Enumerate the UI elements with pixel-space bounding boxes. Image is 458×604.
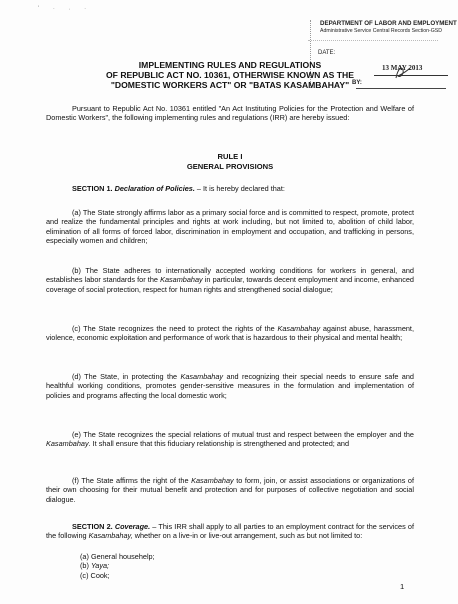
policy-f-kasambahay: Kasambahay (191, 476, 234, 485)
section-1-heading (46, 184, 414, 193)
policy-f-text-1: The State affirms the right of the (81, 476, 192, 485)
policy-e-kasambahay: Kasambahay (46, 439, 89, 449)
policy-d-text-2: and recognizing their special needs to ensure safe and healthful working conditions, promotes gender-sensitive measures in the formulation and implementation of policies and programs affecting the local domestic work; (46, 372, 414, 400)
document-title-line-2: OF REPUBLIC ACT NO. 10361, OTHERWISE KNOWN AS THE (106, 70, 354, 80)
policy-c-text-1: The State recognizes the need to protect the rights of the (83, 324, 278, 333)
intro-text: Pursuant to Republic Act No. 10361 entitled "An Act Instituting Policies for the Protection and Welfare of Domestic Workers", the following implementing rules and regulations (IRR) are hereby issued: (46, 104, 414, 123)
coverage-item (80, 571, 155, 580)
rule-name: GENERAL PROVISIONS (186, 162, 274, 171)
section-2-title: Coverage. (114, 522, 151, 531)
stamp-department: DEPARTMENT OF LABOR AND EMPLOYMENT (320, 20, 457, 27)
section-2-label: SECTION 2. (72, 522, 113, 531)
policy-a (46, 208, 414, 246)
policy-a-prefix: (a) (72, 208, 81, 217)
section-1-label: SECTION 1. (72, 184, 113, 193)
section-2-text-2: whether on a live-in or live-out arrangement, such as but not limited to: (132, 531, 363, 541)
stamp-by-label: BY: (352, 80, 362, 86)
coverage-item (80, 561, 155, 570)
policy-d-kasambahay: Kasambahay (180, 372, 224, 381)
policy-c (46, 324, 414, 343)
policy-b (46, 266, 414, 294)
scan-specks: ' · ˒ · (38, 6, 93, 12)
policy-f-prefix: (f) (72, 476, 79, 485)
policy-c-kasambahay: Kasambahay (277, 324, 321, 333)
section-1-lead: – It is hereby declared that: (194, 184, 285, 193)
policy-e-text-2: . It shall ensure that this fiduciary relationship is strengthened and protected; and (88, 439, 350, 449)
policy-e-text-1: The State recognizes the special relations of mutual trust and respect between the employer and the (83, 430, 414, 439)
policy-a-text: The State strongly affirms labor as a primary social force and is committed to respect, promote, protect and realize the fundamental principles and rights at work including, but not limited to, abolition of child labor, elimination of all forms of forced labor, discrimination in employment and occupation, and trafficking in persons, especially women and children; (46, 208, 414, 246)
document-title-line-1: IMPLEMENTING RULES AND REGULATIONS (138, 60, 322, 70)
coverage-list (80, 552, 155, 580)
policy-b-text-2: in particular, towards decent employment and income, enhanced coverage of social protection, respect for human rights and strengthened social dialogue; (46, 275, 414, 294)
section-1-title: Declaration of Policies. (114, 184, 195, 193)
policy-b-kasambahay: Kasambahay (160, 275, 203, 285)
policy-f-text-2: to form, join, or assist associations or organizations of their own choosing for their mutual benefit and protection and for purposes of collective negotiation and social dialogue. (46, 476, 414, 504)
coverage-item-prefix: (a) (80, 552, 89, 561)
stamp-date-value: 13 MAY 2013 (382, 64, 423, 72)
policy-d-prefix: (d) (72, 372, 81, 381)
page-number: 1 (400, 582, 405, 591)
coverage-item-label: Cook; (90, 570, 110, 580)
document-title-line-3: "DOMESTIC WORKERS ACT" OR "BATAS KASAMBAHAY" (110, 80, 350, 90)
section-2-kasambahay: Kasambahay, (88, 531, 133, 541)
coverage-item (80, 552, 155, 561)
policy-f (46, 476, 414, 504)
stamp-section: Administrative Service Central Records Section-GSD (320, 28, 442, 34)
intro-paragraph (46, 104, 414, 123)
policy-d (46, 372, 414, 400)
coverage-item-label: Yaya; (90, 561, 110, 571)
coverage-item-prefix: (b) (80, 561, 89, 571)
section-2 (46, 522, 414, 541)
section-2-text-1: – This IRR shall apply to all parties to an employment contract for the services of the following (46, 522, 414, 541)
policy-c-text-2: against abuse, harassment, violence, economic exploitation and performance of work that is hazardous to their physical and mental health; (46, 324, 414, 343)
policy-e (46, 430, 414, 449)
policy-b-prefix: (b) (72, 266, 81, 275)
policy-c-prefix: (c) (72, 324, 81, 333)
coverage-item-prefix: (c) (80, 570, 89, 580)
coverage-item-label: General househelp; (90, 552, 155, 561)
policy-d-text-1: The State, in protecting the (84, 372, 181, 381)
stamp-divider (308, 40, 438, 41)
policy-b-text-1: The State adheres to internationally accepted working conditions for workers in general, and establishes labor standards for the (46, 266, 414, 285)
policy-e-prefix: (e) (72, 430, 81, 439)
stamp-date-label: DATE: (318, 50, 336, 56)
rule-number: RULE I (217, 152, 243, 161)
